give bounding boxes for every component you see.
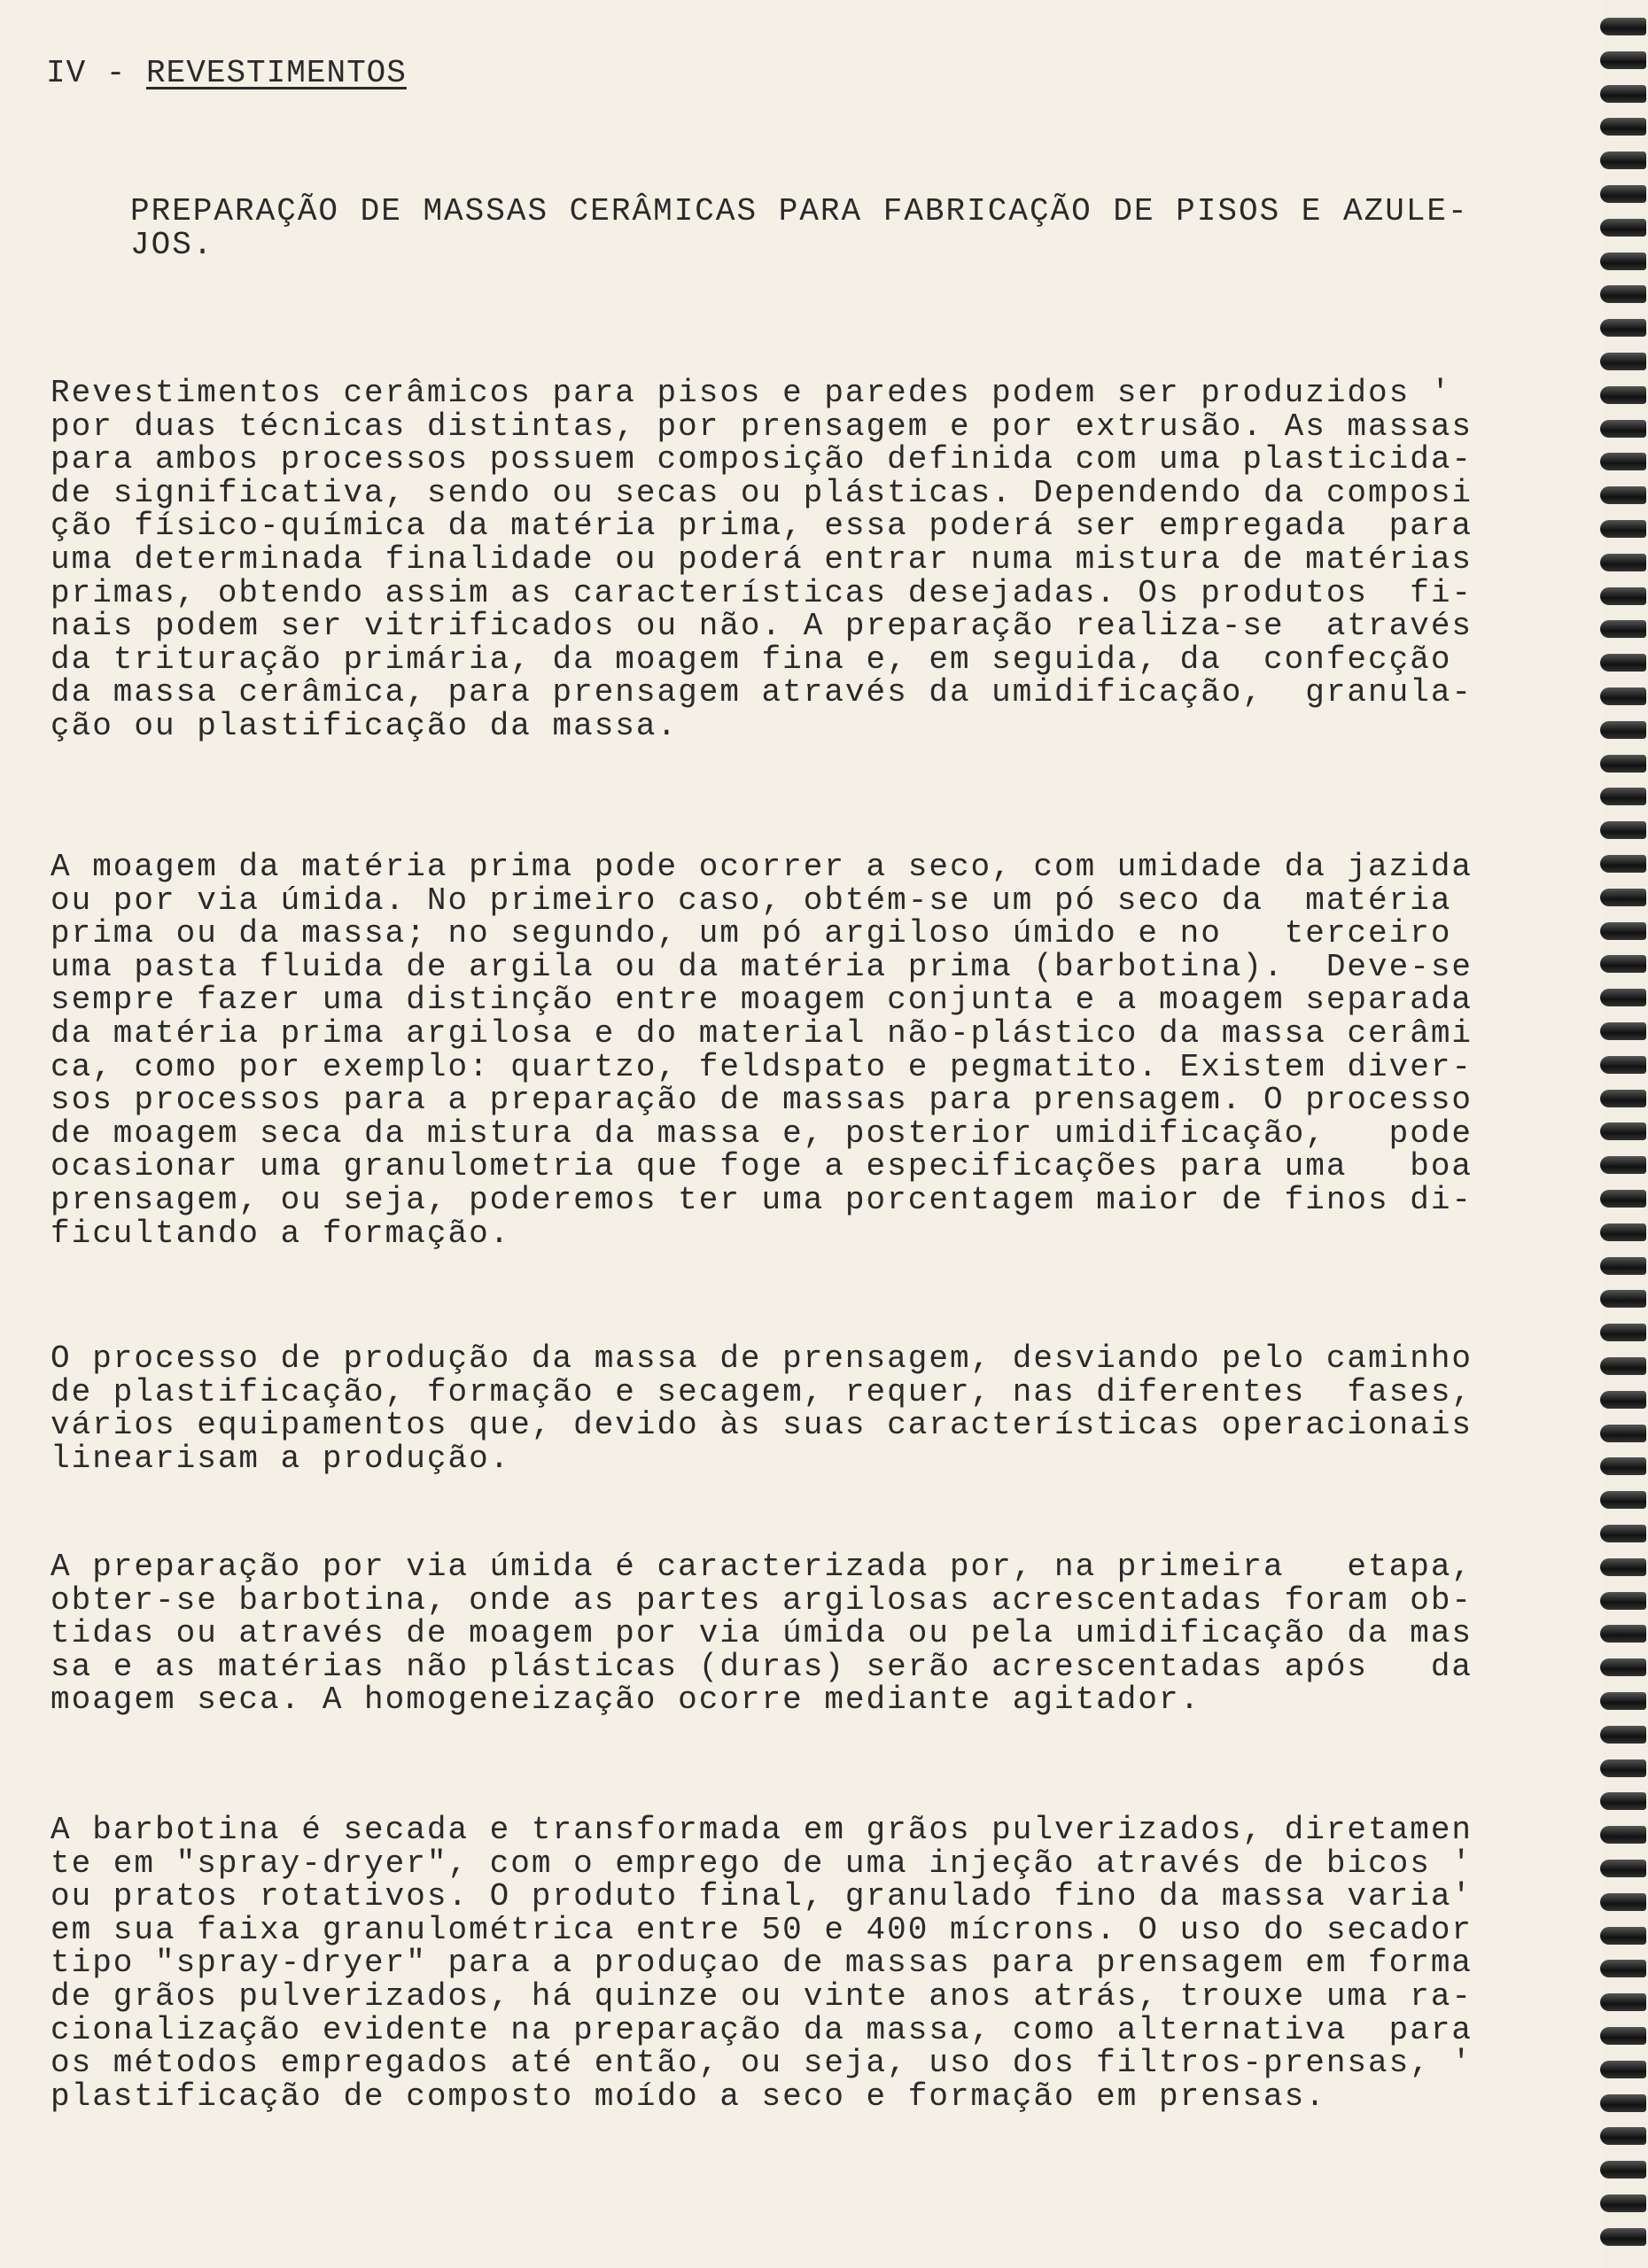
binding-coil <box>1600 85 1646 103</box>
paragraph-line: moagem seca. A homogeneização ocorre mediante agitador. <box>51 1682 1201 1719</box>
binding-coil <box>1600 285 1646 303</box>
binding-coil <box>1600 1122 1646 1140</box>
binding-coil <box>1600 1056 1646 1074</box>
paragraph-line: de moagem seca da mistura da massa e, posterior umidificação, pode <box>51 1115 1473 1152</box>
binding-coil <box>1600 1324 1646 1341</box>
binding-coil <box>1600 1592 1646 1610</box>
paragraph-3 <box>51 1342 1473 1475</box>
binding-coil <box>1600 821 1646 839</box>
section-number: IV - <box>46 55 127 91</box>
binding-coil <box>1600 1022 1646 1040</box>
binding-coil <box>1600 1425 1646 1442</box>
paragraph-line: para ambos processos possuem composição definida com uma plasticida- <box>51 441 1473 478</box>
binding-coil <box>1600 922 1646 940</box>
paragraph-line: prima ou da massa; no segundo, um pó argiloso úmido e no terceiro <box>51 915 1452 952</box>
binding-coil <box>1600 1491 1646 1509</box>
paragraph-line: por duas técnicas distintas, por prensagem e por extrusão. As massas <box>51 408 1473 445</box>
binding-coil <box>1600 353 1646 370</box>
binding-coil <box>1600 2027 1646 2045</box>
binding-coil <box>1600 1391 1646 1409</box>
paragraph-line: de significativa, sendo ou secas ou plásticas. Dependendo da composi <box>51 474 1473 511</box>
paragraph-line: da matéria prima argilosa e do material não-plástico da massa cerâmi <box>51 1014 1473 1052</box>
binding-coil <box>1600 151 1646 169</box>
paragraph-1 <box>51 377 1473 743</box>
paragraph-line: ção ou plastificação da massa. <box>51 707 679 744</box>
section-heading <box>46 55 407 91</box>
paragraph-line: sos processos para a preparação de massas para prensagem. O processo <box>51 1082 1473 1119</box>
binding-coil <box>1600 1090 1646 1107</box>
binding-coil <box>1600 1357 1646 1375</box>
binding-coil <box>1600 386 1646 404</box>
paragraph-2 <box>51 850 1473 1250</box>
binding-coil <box>1600 1927 1646 1945</box>
paragraph-line: uma pasta fluida de argila ou da matéria prima (barbotina). Deve-se <box>51 948 1473 985</box>
binding-coil <box>1600 2127 1646 2145</box>
paragraph-line: cionalização evidente na preparação da massa, como alternativa para <box>51 2011 1473 2048</box>
paragraph-line: O processo de produção da massa de prensagem, desviando pelo caminho <box>51 1340 1473 1377</box>
binding-coil <box>1600 420 1646 438</box>
paragraph-line: tipo "spray-dryer" para a produçao de massas para prensagem em forma <box>51 1945 1473 1982</box>
paragraph-line: A moagem da matéria prima pode ocorrer a seco, com umidade da jazida <box>51 849 1473 885</box>
paragraph-line: ca, como por exemplo: quartzo, feldspato e pegmatito. Existem diver- <box>51 1048 1473 1085</box>
binding-coil <box>1600 889 1646 906</box>
paragraph-line: ou pratos rotativos. O produto final, granulado fino da massa varia' <box>51 1878 1473 1915</box>
paragraph-line: primas, obtendo assim as características desejadas. Os produtos fi- <box>51 574 1473 611</box>
binding-coil <box>1600 2161 1646 2179</box>
paragraph-line: obter-se barbotina, onde as partes argilosas acrescentadas foram ob- <box>51 1581 1473 1619</box>
binding-coil <box>1600 1190 1646 1208</box>
binding-coil <box>1600 721 1646 739</box>
binding-coil <box>1600 788 1646 805</box>
paragraph-line: da massa cerâmica, para prensagem através da umidificação, granula- <box>51 674 1473 711</box>
binding-coil <box>1600 219 1646 237</box>
binding-coil <box>1600 18 1646 35</box>
binding-coil <box>1600 2194 1646 2212</box>
paragraph-line: ção físico-química da matéria prima, essa poderá ser empregada para <box>51 508 1473 545</box>
paragraph-line: sa e as matérias não plásticas (duras) serão acrescentadas após da <box>51 1648 1473 1685</box>
binding-coil <box>1600 118 1646 136</box>
binding-coil <box>1600 185 1646 203</box>
binding-coil <box>1600 1860 1646 1877</box>
title-line: JOS. <box>130 226 214 263</box>
binding-coil <box>1600 1726 1646 1744</box>
binding-coil <box>1600 620 1646 638</box>
paragraph-line: ocasionar uma granulometria que foge a especificações para uma boa <box>51 1148 1473 1185</box>
paragraph-line: em sua faixa granulométrica entre 50 e 400 mícrons. O uso do secador <box>51 1911 1473 1948</box>
binding-coil <box>1600 755 1646 773</box>
binding-coil <box>1600 587 1646 605</box>
binding-coil <box>1600 1156 1646 1174</box>
section-title: REVESTIMENTOS <box>146 55 407 91</box>
paragraph-line: sempre fazer uma distinção entre moagem conjunta e a moagem separada <box>51 982 1473 1019</box>
binding-coil <box>1600 1290 1646 1308</box>
paragraph-line: vários equipamentos que, devido às suas características operacionais <box>51 1407 1473 1444</box>
binding-coil <box>1600 1223 1646 1241</box>
binding-coil <box>1600 1826 1646 1844</box>
binding-coil <box>1600 855 1646 873</box>
binding-coil <box>1600 654 1646 672</box>
binding-coil <box>1600 1625 1646 1643</box>
paragraph-line: nais podem ser vitrificados ou não. A preparação realiza-se através <box>51 608 1473 645</box>
binding-coil <box>1600 51 1646 69</box>
binding-coil <box>1600 1525 1646 1542</box>
paragraph-line: A barbotina é secada e transformada em grãos pulverizados, diretamen <box>51 1812 1473 1848</box>
paragraph-line: ficultando a formação. <box>51 1215 511 1252</box>
binding-coil <box>1600 486 1646 504</box>
paragraph-line: de plastificação, formação e secagem, requer, nas diferentes fases, <box>51 1373 1473 1410</box>
paragraph-line: te em "spray-dryer", com o emprego de uma injeção através de bicos ' <box>51 1845 1473 1882</box>
paragraph-line: da trituração primária, da moagem fina e, em seguida, da confecção <box>51 641 1452 678</box>
paragraph-line: Revestimentos cerâmicos para pisos e paredes podem ser produzidos ' <box>51 375 1452 411</box>
binding-coil <box>1600 252 1646 270</box>
binding-coil <box>1600 2094 1646 2112</box>
paragraph-line: A preparação por via úmida é caracterizada por, na primeira etapa, <box>51 1549 1473 1585</box>
paragraph-line: tidas ou através de moagem por via úmida ou pela umidificação da mas <box>51 1615 1473 1652</box>
paragraph-line: de grãos pulverizados, há quinze ou vinte anos atrás, trouxe uma ra- <box>51 1977 1473 2015</box>
paragraph-line: os métodos empregados até então, ou seja, uso dos filtros-prensas, ' <box>51 2045 1473 2082</box>
binding-coil <box>1600 520 1646 538</box>
binding-coil <box>1600 955 1646 973</box>
paragraph-5 <box>51 1814 1473 2113</box>
binding-coil <box>1600 1692 1646 1710</box>
paragraph-line: uma determinada finalidade ou poderá entrar numa mistura de matérias <box>51 540 1473 578</box>
binding-coil <box>1600 319 1646 337</box>
binding-coil <box>1600 1257 1646 1275</box>
paragraph-line: ou por via úmida. No primeiro caso, obtém-se um pó seco da matéria <box>51 882 1452 919</box>
document-title <box>130 195 1469 261</box>
binding-coil <box>1600 1457 1646 1475</box>
binding-coil <box>1600 453 1646 470</box>
binding-coil <box>1600 2061 1646 2078</box>
binding-coil <box>1600 554 1646 571</box>
binding-coil <box>1600 1792 1646 1810</box>
binding-coil <box>1600 1993 1646 2011</box>
binding-coil <box>1600 1759 1646 1777</box>
binding-coil <box>1600 1658 1646 1676</box>
binding-coil <box>1600 687 1646 705</box>
binding-coil <box>1600 1893 1646 1911</box>
paragraph-line: plastificação de composto moído a seco e formação em prensas. <box>51 2078 1326 2115</box>
binding-coil <box>1600 1558 1646 1576</box>
binding-coil <box>1600 989 1646 1006</box>
paragraph-line: prensagem, ou seja, poderemos ter uma porcentagem maior de finos di- <box>51 1181 1473 1218</box>
paragraph-4 <box>51 1550 1473 1717</box>
binding-coil <box>1600 1960 1646 1977</box>
title-line: PREPARAÇÃO DE MASSAS CERÂMICAS PARA FABRICAÇÃO DE PISOS E AZULE- <box>130 193 1469 229</box>
binding-coil <box>1600 2228 1646 2246</box>
spiral-binding <box>1595 18 1648 2268</box>
paragraph-line: linearisam a produção. <box>51 1440 511 1477</box>
